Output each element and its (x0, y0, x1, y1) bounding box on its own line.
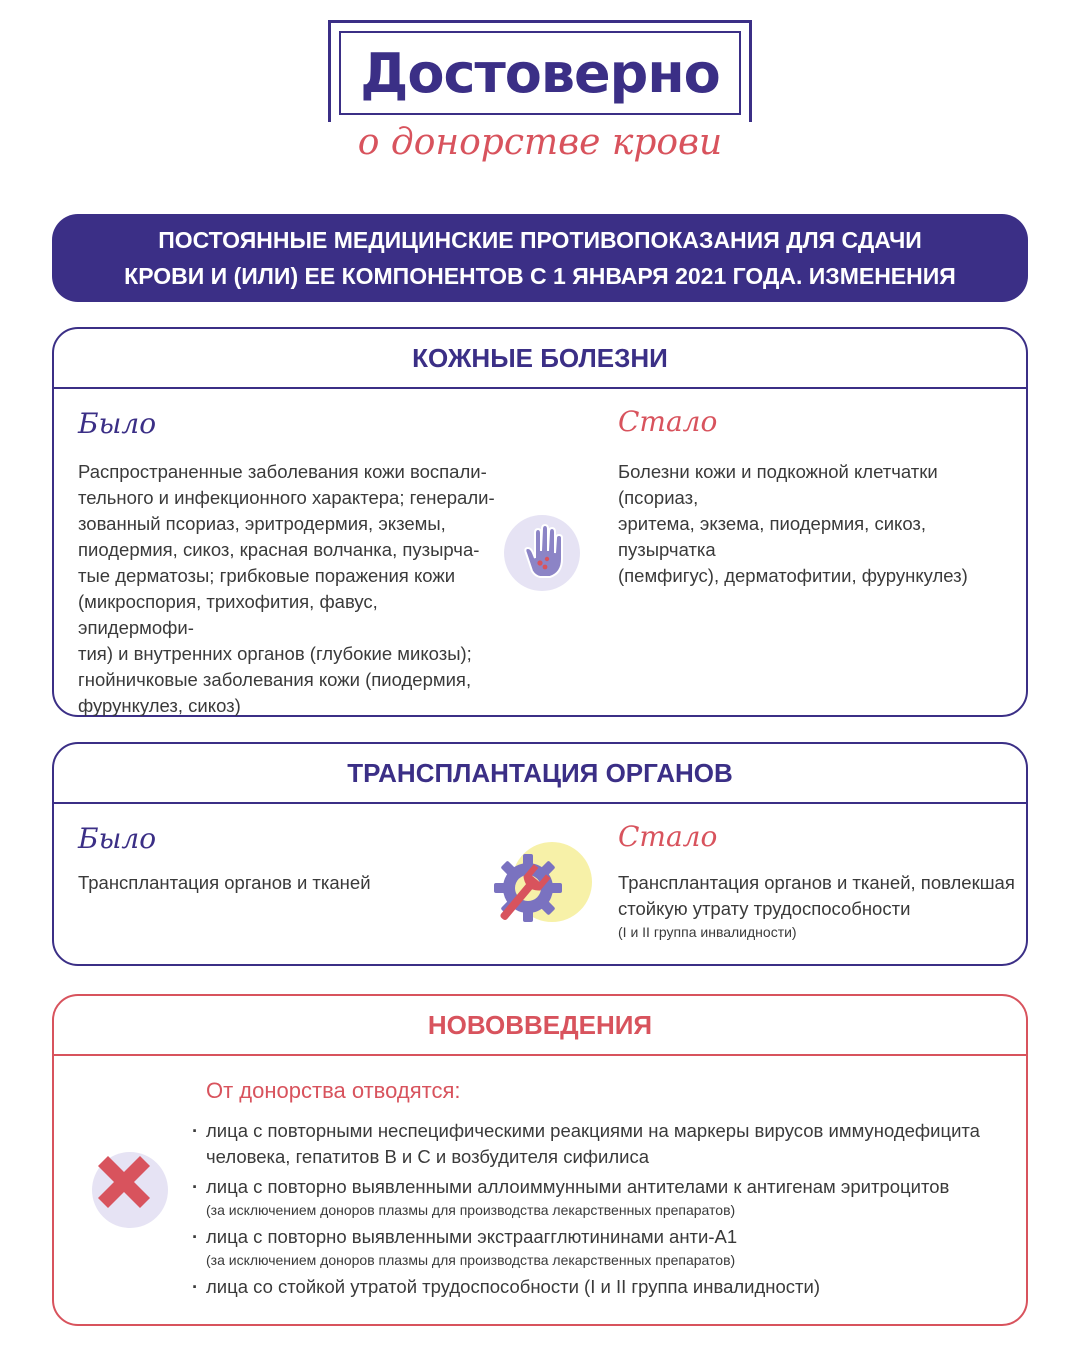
organ-transplant-card (52, 742, 1028, 966)
transplant-was-label: Было (78, 822, 157, 855)
skin-was-text (78, 459, 498, 719)
logo-subtitle: о донорстве крови (300, 122, 780, 163)
list-item (192, 1174, 992, 1220)
logo-title: Достоверно (360, 41, 720, 105)
text-line: Распространенные заболевания кожи воспали- (78, 461, 487, 482)
text-line: тельного и инфекционного характера; генерали- (78, 487, 495, 508)
text-line: эритема, экзема, пиодермия, сикоз, пузырчатка (618, 513, 927, 560)
logo (328, 20, 752, 126)
page-title-banner (52, 214, 1028, 302)
list-item (192, 1118, 992, 1170)
skin-now-text (618, 459, 1018, 589)
skin-diseases-heading: КОЖНЫЕ БОЛЕЗНИ (54, 329, 1026, 389)
text-line: · лица с повторно выявленными аллоиммунными антителами к антигенам эритроцитов (206, 1176, 950, 1197)
innovations-card (52, 994, 1028, 1326)
disability-note: (I и II группа инвалидности) (618, 924, 797, 940)
text-line: зованный псориаз, эритродермия, экземы, (78, 513, 446, 534)
banner-line-1: ПОСТОЯННЫЕ МЕДИЦИНСКИЕ ПРОТИВОПОКАЗАНИЯ ДЛЯ СДАЧИ (158, 227, 922, 253)
skin-was-label: Было (78, 407, 157, 440)
text-line: · лица с повторно выявленными экстраагглютининами анти-А1 (206, 1226, 738, 1247)
logo-frame (339, 31, 741, 115)
transplant-was-text: Трансплантация органов и тканей (78, 872, 371, 893)
exception-note: (за исключением доноров плазмы для производства лекарственных препаратов) (206, 1252, 736, 1268)
transplant-now-label: Стало (618, 820, 718, 853)
skin-diseases-card (52, 327, 1028, 717)
innovations-heading: НОВОВВЕДЕНИЯ (54, 996, 1026, 1056)
text-line: · лица со стойкой утратой трудоспособности (I и II группа инвалидности) (206, 1276, 821, 1297)
text-line: тые дерматозы; грибковые поражения кожи (78, 565, 456, 586)
text-line: фурункулез, сикоз) (78, 695, 241, 716)
skin-now-label: Стало (618, 405, 718, 438)
transplant-now-text (618, 870, 1018, 942)
cross-icon (86, 1146, 170, 1230)
text-line: пиодермия, сикоз, красная волчанка, пузырча- (78, 539, 480, 560)
innovations-intro: От донорства отводятся: (206, 1078, 461, 1103)
text-line: (микроспория, трихофития, фавус, эпидермофи- (78, 591, 378, 638)
text-line: гнойничковые заболевания кожи (пиодермия, (78, 669, 472, 690)
organ-transplant-heading: ТРАНСПЛАНТАЦИЯ ОРГАНОВ (54, 744, 1026, 804)
text-line: стойкую утрату трудоспособности (618, 898, 911, 919)
text-line: Болезни кожи и подкожной клетчатки (псориаз, (618, 461, 938, 508)
list-item (192, 1224, 992, 1270)
innovations-list (192, 1118, 992, 1300)
banner-line-2: КРОВИ И (ИЛИ) ЕЕ КОМПОНЕНТОВ С 1 ЯНВАРЯ 2021 ГОДА. ИЗМЕНЕНИЯ (124, 263, 956, 289)
list-item (192, 1274, 992, 1300)
text-line: тия) и внутренних органов (глубокие микозы); (78, 643, 472, 664)
text-line: человека, гепатитов B и C и возбудителя сифилиса (206, 1146, 649, 1167)
gear-wrench-icon (488, 840, 598, 936)
exception-note: (за исключением доноров плазмы для производства лекарственных препаратов) (206, 1202, 736, 1218)
text-line: · лица с повторными неспецифическими реакциями на маркеры вирусов иммунодефицита (206, 1120, 980, 1141)
text-line: Трансплантация органов и тканей, повлекшая (618, 872, 1015, 893)
text-line: (пемфигус), дерматофитии, фурункулез) (618, 565, 968, 586)
hand-icon (502, 513, 582, 593)
